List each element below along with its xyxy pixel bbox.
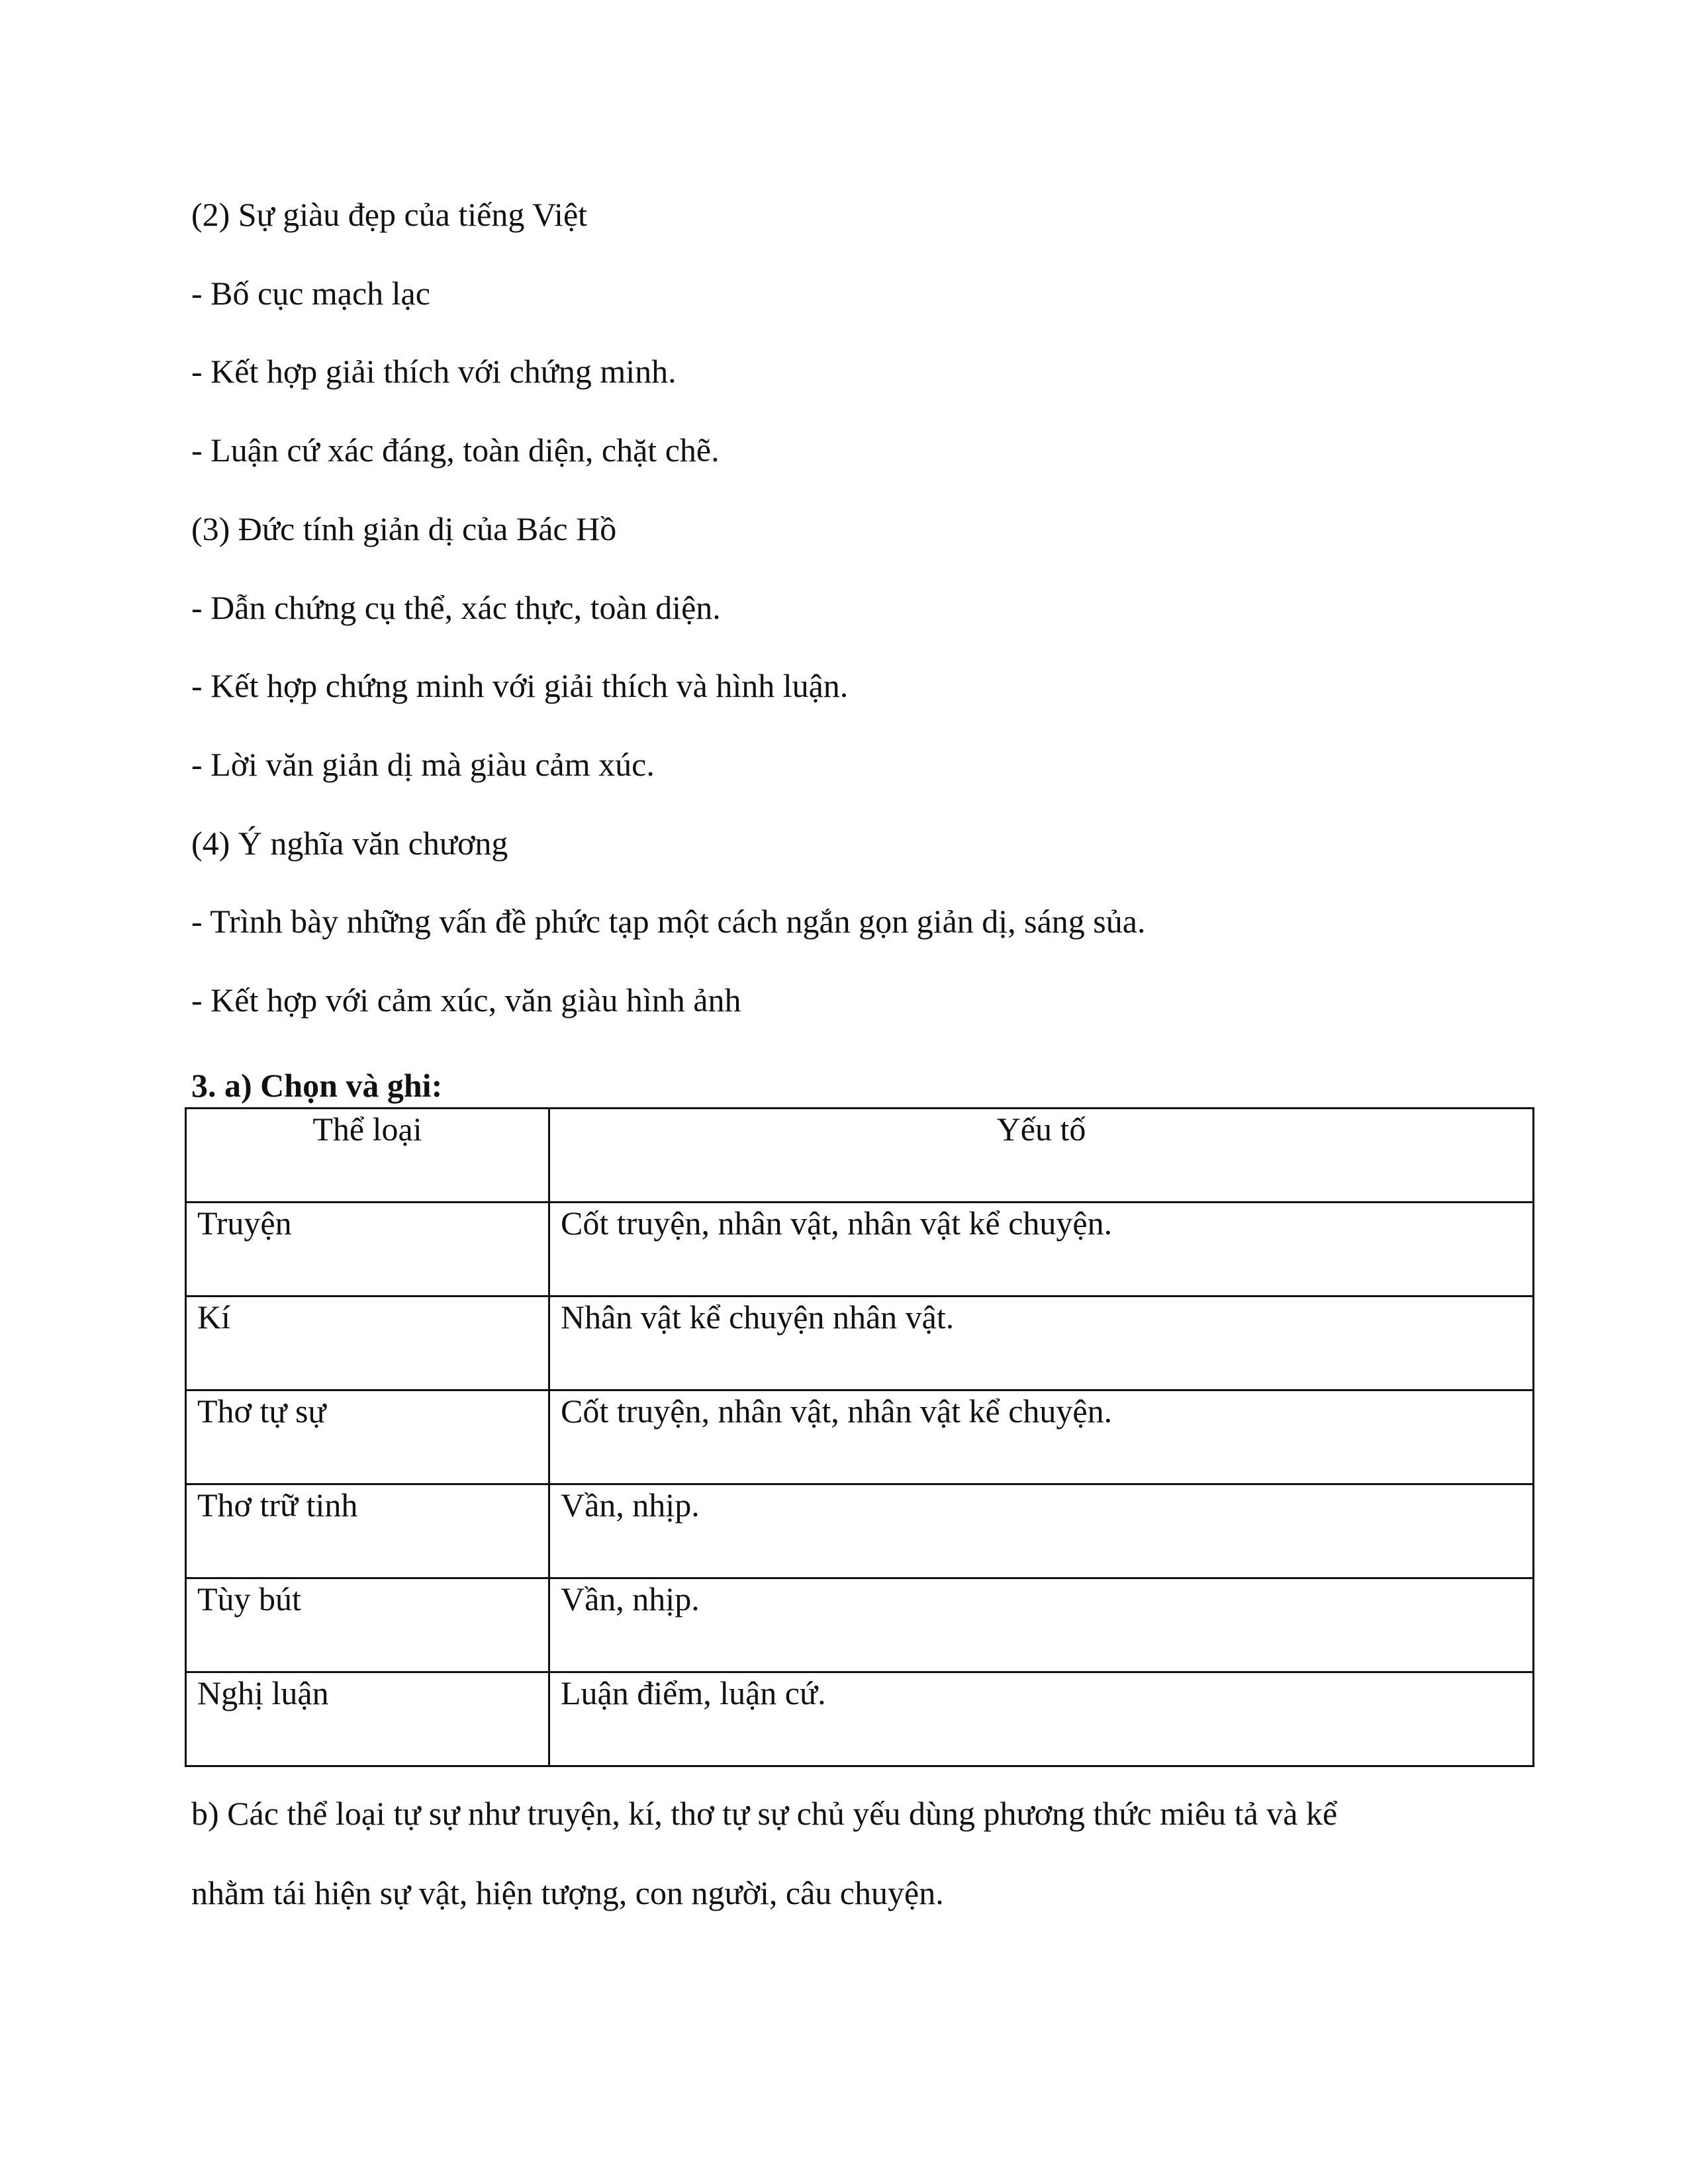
- text-line-heading-3: (3) Đức tính giản dị của Bác Hồ: [191, 510, 617, 547]
- table-cell-genre: Truyện: [186, 1203, 549, 1297]
- table-row: [186, 1578, 1534, 1672]
- table-row: [186, 1390, 1534, 1484]
- table-row: [186, 1203, 1534, 1297]
- table-cell-elements: Vần, nhịp.: [549, 1578, 1534, 1672]
- text-line: - Bố cục mạch lạc: [191, 275, 430, 312]
- text-line: - Kết hợp chứng minh với giải thích và hình luận.: [191, 667, 849, 704]
- genre-table: [185, 1107, 1534, 1767]
- column-header-elements: Yếu tố: [549, 1109, 1534, 1203]
- text-line: - Kết hợp với cảm xúc, văn giàu hình ảnh: [191, 981, 741, 1019]
- text-line: - Dẫn chứng cụ thể, xác thực, toàn diện.: [191, 589, 721, 626]
- text-line: - Kết hợp giải thích với chứng minh.: [191, 353, 677, 390]
- table-cell-genre: Kí: [186, 1297, 549, 1390]
- text-line-heading-4: (4) Ý nghĩa văn chương: [191, 825, 508, 862]
- table-cell-genre: Nghị luận: [186, 1672, 549, 1766]
- table-cell-genre: Thơ trữ tinh: [186, 1484, 549, 1578]
- table-row: [186, 1297, 1534, 1390]
- text-line: - Trình bày những vấn đề phức tạp một cách ngắn gọn giản dị, sáng sủa.: [191, 903, 1146, 940]
- paragraph-b-line-2: nhằm tái hiện sự vật, hiện tượng, con người, câu chuyện.: [191, 1874, 944, 1911]
- table-header-row: [186, 1109, 1534, 1203]
- text-line-heading-2: (2) Sự giàu đẹp của tiếng Việt: [191, 196, 588, 233]
- paragraph-b-line-1: b) Các thể loại tự sự như truyện, kí, thơ tự sự chủ yếu dùng phương thức miêu tả và kể: [191, 1795, 1338, 1832]
- table-cell-genre: Thơ tự sự: [186, 1390, 549, 1484]
- table-cell-elements: Cốt truyện, nhân vật, nhân vật kể chuyện.: [549, 1390, 1534, 1484]
- text-line: - Luận cứ xác đáng, toàn diện, chặt chẽ.: [191, 432, 720, 469]
- table-cell-elements: Cốt truyện, nhân vật, nhân vật kể chuyện.: [549, 1203, 1534, 1297]
- table-row: [186, 1484, 1534, 1578]
- text-line: - Lời văn giản dị mà giàu cảm xúc.: [191, 746, 655, 783]
- column-header-genre: Thể loại: [186, 1109, 549, 1203]
- section-3-heading: 3. a) Chọn và ghi:: [191, 1067, 443, 1104]
- table-row: [186, 1672, 1534, 1766]
- table-cell-elements: Vần, nhịp.: [549, 1484, 1534, 1578]
- table-cell-genre: Tùy bút: [186, 1578, 549, 1672]
- table-cell-elements: Nhân vật kể chuyện nhân vật.: [549, 1297, 1534, 1390]
- table-cell-elements: Luận điểm, luận cứ.: [549, 1672, 1534, 1766]
